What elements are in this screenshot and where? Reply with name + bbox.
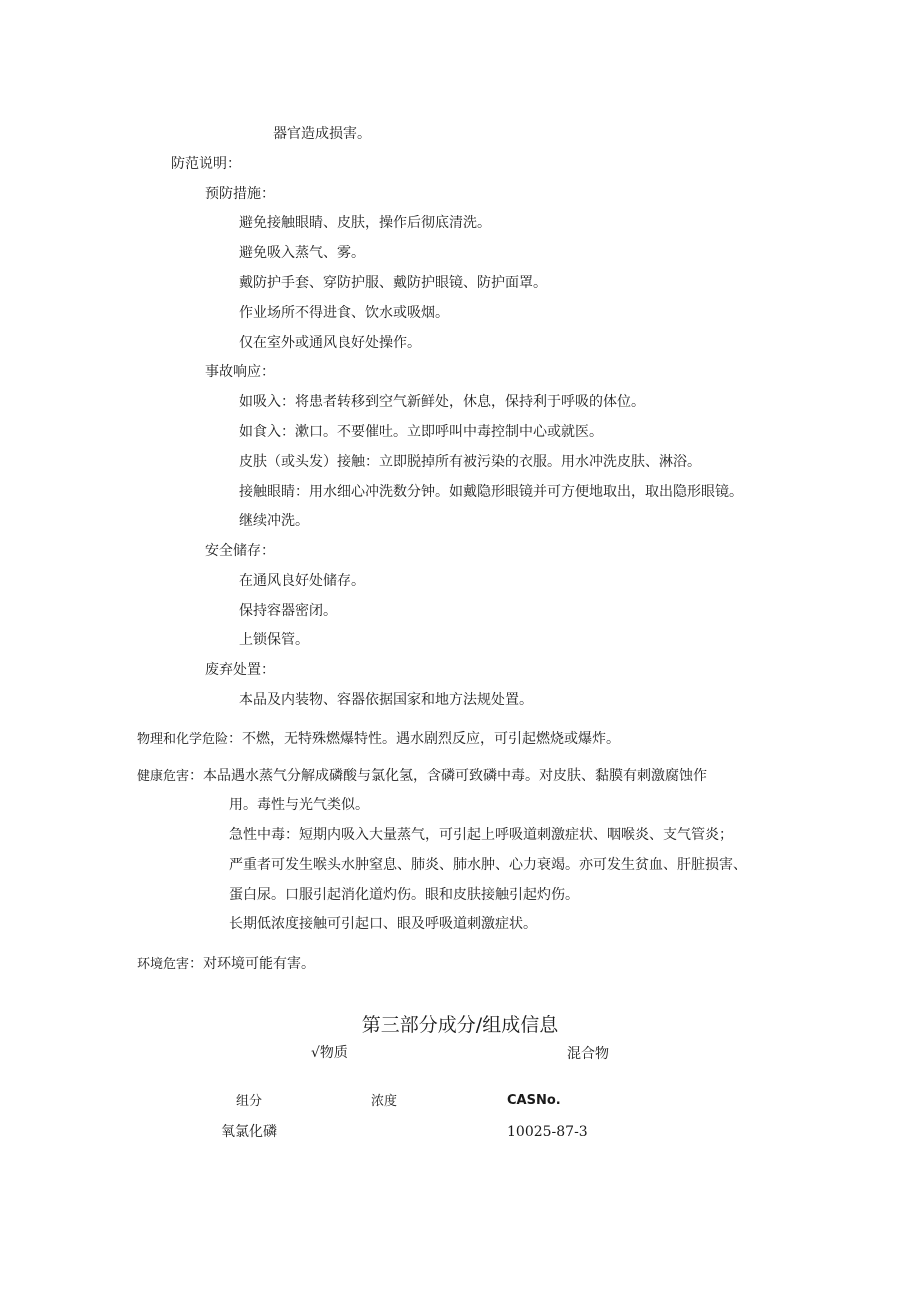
table-cell-component: 氧氯化磷 bbox=[221, 1124, 277, 1140]
response-item: 皮肤（或头发）接触：立即脱掉所有被污染的衣服。用水冲洗皮肤、淋浴。 bbox=[239, 454, 701, 470]
prevention-item: 避免吸入蒸气、雾。 bbox=[239, 245, 365, 261]
health-hazard-line: 急性中毒：短期内吸入大量蒸气，可引起上呼吸道刺激症状、咽喉炎、支气管炎； bbox=[229, 827, 733, 843]
health-hazard-label: 健康危害 bbox=[137, 769, 190, 784]
health-hazard-line: 严重者可发生喉头水肿窒息、肺炎、肺水肿、心力衰竭。亦可发生贫血、肝脏损害、 bbox=[229, 857, 747, 873]
prevention-item: 仅在室外或通风良好处操作。 bbox=[239, 335, 421, 351]
response-item: 如食入：漱口。不要催吐。立即呼叫中毒控制中心或就医。 bbox=[239, 424, 603, 440]
prevention-item: 作业场所不得进食、饮水或吸烟。 bbox=[239, 305, 449, 321]
precautions-title: 防范说明： bbox=[171, 156, 241, 172]
health-hazard-line: 用。毒性与光气类似。 bbox=[229, 797, 369, 813]
phys-chem-hazard bbox=[137, 729, 620, 750]
storage-item: 在通风良好处储存。 bbox=[239, 573, 365, 589]
response-item: 接触眼睛：用水细心冲洗数分钟。如戴隐形眼镜并可方便地取出，取出隐形眼镜。 bbox=[239, 484, 743, 500]
substance-option: √物质 bbox=[311, 1045, 348, 1061]
table-header-concentration: 浓度 bbox=[371, 1094, 398, 1109]
disposal-item: 本品及内装物、容器依据国家和地方法规处置。 bbox=[239, 692, 533, 708]
health-hazard bbox=[137, 766, 707, 787]
prevention-item: 戴防护手套、穿防护服、戴防护眼镜、防护面罩。 bbox=[239, 275, 547, 291]
response-title: 事故响应： bbox=[205, 364, 275, 380]
response-item: 继续冲洗。 bbox=[239, 513, 309, 529]
storage-item: 上锁保管。 bbox=[239, 632, 309, 648]
table-header-cas: CASNo. bbox=[507, 1093, 561, 1108]
env-hazard bbox=[137, 954, 315, 975]
section3-title: 第三部分成分/组成信息 bbox=[361, 1014, 559, 1036]
storage-title: 安全储存： bbox=[205, 543, 275, 559]
prevention-item: 避免接触眼睛、皮肤，操作后彻底清洗。 bbox=[239, 215, 491, 231]
table-cell-cas: 10025-87-3 bbox=[507, 1124, 588, 1140]
continuation-text: 器官造成损害。 bbox=[273, 126, 371, 142]
storage-item: 保持容器密闭。 bbox=[239, 603, 337, 619]
mixture-option: 混合物 bbox=[567, 1046, 609, 1062]
phys-chem-hazard-text: ：不燃，无特殊燃爆特性。遇水剧烈反应，可引起燃烧或爆炸。 bbox=[228, 731, 621, 747]
disposal-title: 废弃处置： bbox=[205, 662, 275, 678]
env-hazard-text: ：对环境可能有害。 bbox=[189, 956, 316, 972]
health-hazard-line: 蛋白尿。口服引起消化道灼伤。眼和皮肤接触引起灼伤。 bbox=[229, 887, 579, 903]
table-header-component: 组分 bbox=[236, 1094, 263, 1109]
env-hazard-label: 环境危害 bbox=[137, 957, 190, 972]
response-item: 如吸入：将患者转移到空气新鲜处，休息，保持利于呼吸的体位。 bbox=[239, 394, 645, 410]
health-hazard-text: ：本品遇水蒸气分解成磷酸与氯化氢，含磷可致磷中毒。对皮肤、黏膜有刺激腐蚀作 bbox=[189, 768, 708, 784]
health-hazard-line: 长期低浓度接触可引起口、眼及呼吸道刺激症状。 bbox=[229, 916, 537, 932]
prevention-title: 预防措施： bbox=[205, 186, 275, 202]
phys-chem-hazard-label: 物理和化学危险 bbox=[137, 732, 229, 747]
